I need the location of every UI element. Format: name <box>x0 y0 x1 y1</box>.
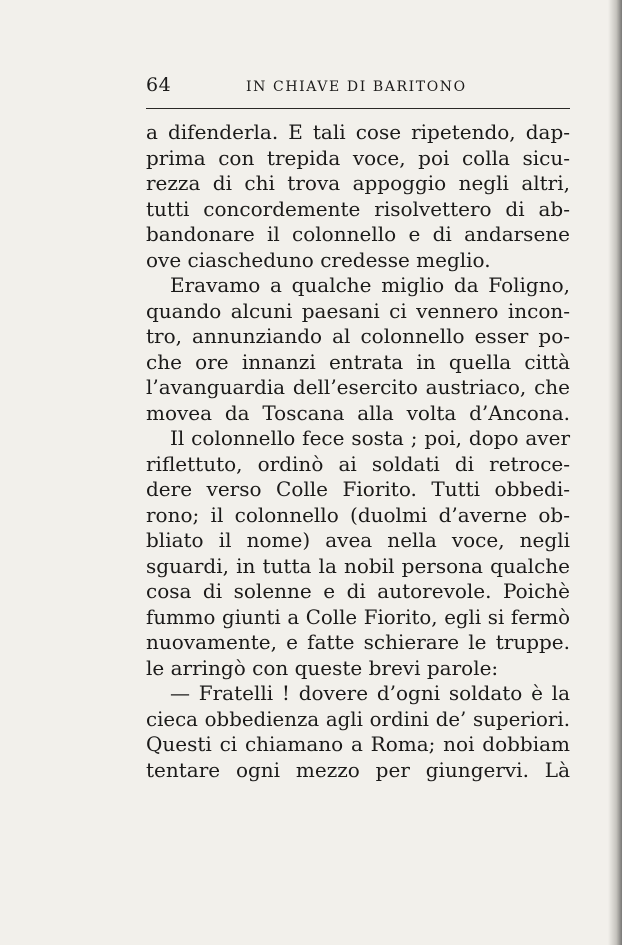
text-line: nuovamente, e fatte schierare le truppe. <box>146 630 570 654</box>
text-line: cieca obbedienza agli ordini de’ superiori. <box>146 707 570 731</box>
body-text <box>146 120 570 783</box>
text-line: tentare ogni mezzo per giungervi. Là <box>146 757 570 782</box>
header-rule <box>146 108 570 109</box>
text-line: dere verso Colle Fiorito. Tutti obbedi- <box>146 477 570 501</box>
text-line: movea da Toscana alla volta d’Ancona. <box>146 400 570 425</box>
text-line: prima con trepida voce, poi colla sicu- <box>146 145 570 170</box>
text-line: bandonare il colonnello e di andarsene <box>146 222 570 246</box>
text-line: quando alcuni paesani ci vennero incon- <box>146 298 570 323</box>
text-line: l’avanguardia dell’esercito austriaco, che <box>146 375 570 399</box>
text-line: tro, annunziando al colonnello esser po- <box>146 324 570 348</box>
text-line: sguardi, in tutta la nobil persona qualche <box>146 553 570 578</box>
running-title: IN CHIAVE DI BARITONO <box>246 79 467 95</box>
text-line: ove ciascheduno credesse meglio. <box>146 247 491 272</box>
text-line: fummo giunti a Colle Fiorito, egli si fermò <box>146 605 570 629</box>
page-edge-shadow <box>608 0 622 945</box>
text-line: cosa di solenne e di autorevole. Poichè <box>146 579 570 603</box>
running-head <box>146 74 570 98</box>
text-line: le arringò con queste brevi parole: <box>146 655 499 680</box>
text-line: Il colonnello fece sosta ; poi, dopo aver <box>170 426 570 450</box>
text-line: che ore innanzi entrata in quella città <box>146 349 570 374</box>
text-line: bliato il nome) avea nella voce, negli <box>146 528 570 552</box>
text-line: Eravamo a qualche miglio da Foligno, <box>170 273 570 297</box>
page-number: 64 <box>146 74 172 96</box>
text-line: rezza di chi trova appoggio negli altri, <box>146 171 570 195</box>
text-line: rono; il colonnello (duolmi d’averne ob- <box>146 502 570 527</box>
text-line: riflettuto, ordinò ai soldati di retroce- <box>146 451 570 476</box>
text-line: tutti concordemente risolvettero di ab- <box>146 196 570 221</box>
text-line: a difenderla. E tali cose ripetendo, dap- <box>146 120 570 144</box>
text-line: — Fratelli ! dovere d’ogni soldato è la <box>170 681 570 705</box>
text-line: Questi ci chiamano a Roma; noi dobbiam <box>146 732 570 756</box>
